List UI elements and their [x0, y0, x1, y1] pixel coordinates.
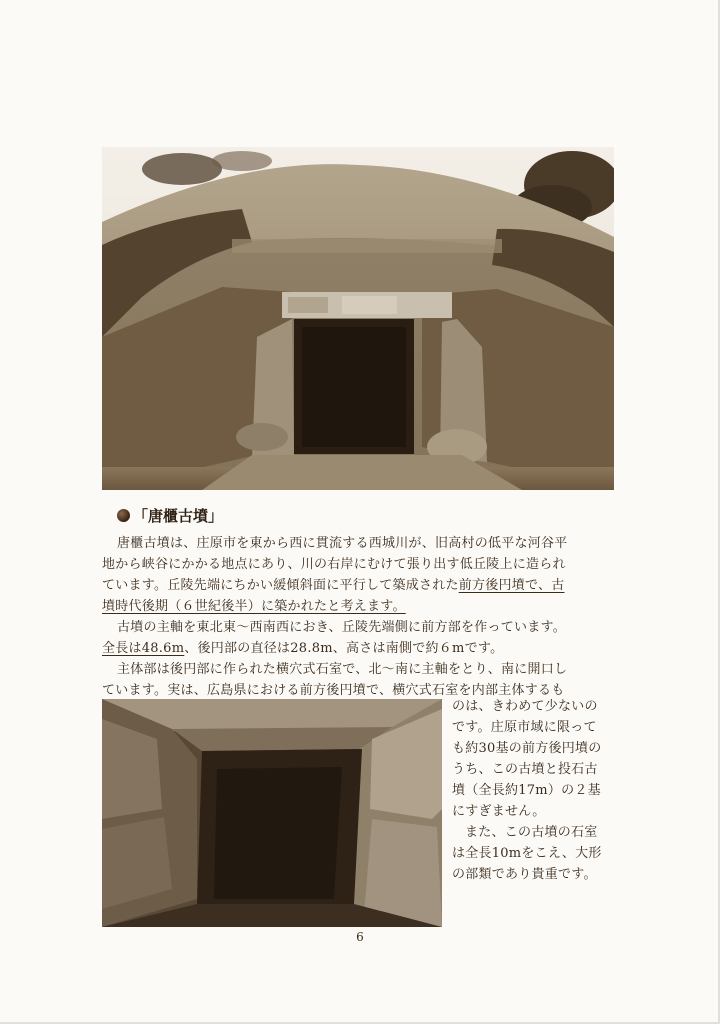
side-line: は全長10mをこえ、大形	[452, 846, 602, 861]
side-line: 墳（全長約17m）の２基	[452, 783, 601, 798]
side-line: です。庄原市域に限って	[452, 720, 597, 735]
side-line: また、この古墳の石室	[465, 825, 598, 840]
body-line: ています。実は、広島県における前方後円墳で、横穴式石室を内部主体するも	[102, 683, 565, 698]
stone-chamber-photo	[102, 699, 442, 927]
body-line: 唐櫃古墳は、庄原市を東から西に貫流する西城川が、旧高村の低平な河谷平	[117, 536, 568, 551]
body-line	[102, 577, 564, 595]
body-line-underlined: 墳時代後期（６世紀後半）に築かれたと考えます。	[102, 599, 406, 614]
page-number: 6	[356, 930, 364, 944]
body-line: 地から峡谷にかかる地点にあり、川の右岸にむけて張り出す低丘陵上に造られ	[102, 557, 566, 572]
side-line: も約30基の前方後円墳の	[452, 741, 602, 756]
body-line: 主体部は後円部に作られた横穴式石室で、北～南に主軸をとり、南に開口し	[117, 662, 568, 677]
side-line: のは、きわめて少ないの	[452, 699, 598, 714]
body-line-text: 、後円部の直径は28.8m、高さは南側で約６mです。	[184, 641, 504, 656]
side-line: うち、この古墳と投石古	[452, 762, 598, 777]
side-line: にすぎません。	[452, 804, 546, 819]
section-title: 「唐櫃古墳」	[133, 507, 224, 525]
body-line: 古墳の主軸を東北東～西南西におき、丘陵先端側に前方部を作っています。	[117, 620, 566, 635]
tumulus-exterior-photo	[102, 147, 614, 490]
bullet-icon	[117, 509, 130, 522]
underlined-phrase: 前方後円墳で、古	[458, 578, 565, 593]
body-line	[102, 640, 503, 658]
section-heading	[117, 505, 223, 526]
side-line: の部類であり貴重です。	[452, 867, 597, 882]
body-line-text: ています。丘陵先端にちかい緩傾斜面に平行して築成された	[102, 578, 459, 593]
underlined-phrase: 全長は48.6m	[102, 641, 185, 656]
